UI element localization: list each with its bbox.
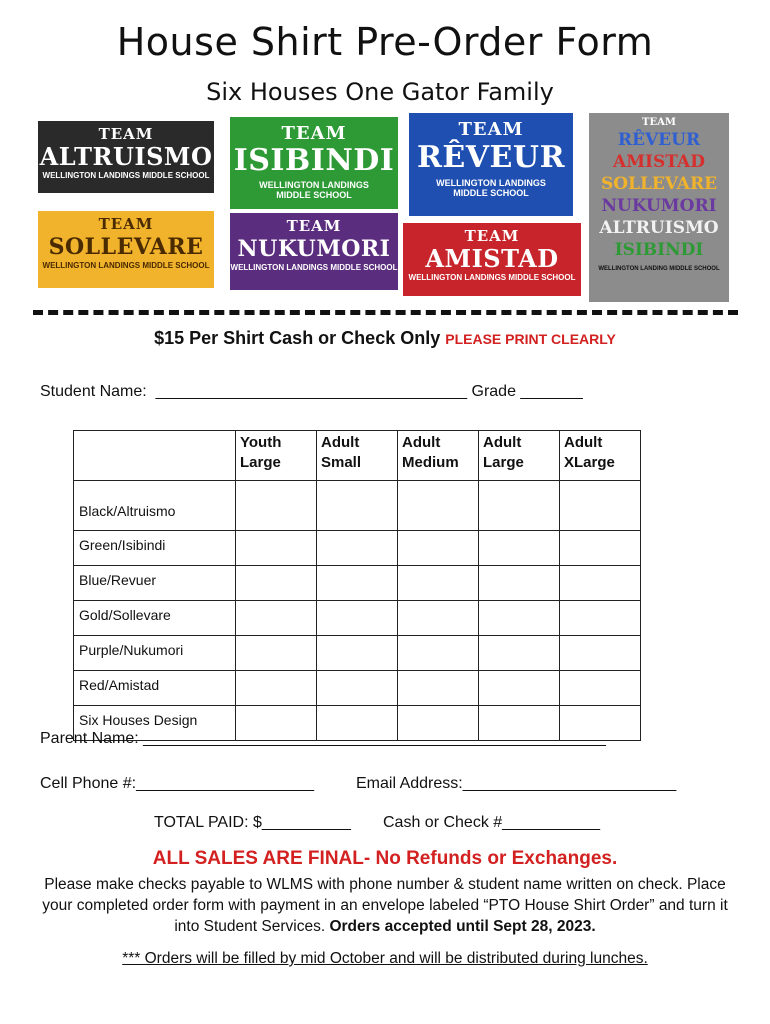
quantity-cell[interactable] [560,601,641,636]
cut-line-divider [33,310,738,315]
logo-house-name: SOLLEVARE [48,234,204,260]
logo-house-name: NUKUMORI [237,236,391,262]
quantity-cell[interactable] [560,566,641,601]
student-name-grade-field[interactable]: Student Name: ___________________________________ Grade _______ [40,383,583,400]
quantity-cell[interactable] [398,601,479,636]
parent-name-field[interactable]: Parent Name: ____________________________________________________ [40,730,606,747]
quantity-cell[interactable] [236,636,317,671]
quantity-cell[interactable] [317,601,398,636]
logo-school: WELLINGTON LANDINGS MIDDLE SCHOOL [230,263,398,272]
row-label: Green/Isibindi [74,531,236,566]
combo-house-amistad: AMISTAD [613,152,705,172]
header-line: Small [321,454,362,471]
combo-house-nukumori: NUKUMORI [601,196,717,216]
combo-house-reveur: RÊVEUR [617,130,701,150]
logo-house-name: RÊVEUR [416,140,566,175]
logo-house-name: ALTRUISMO [39,142,213,171]
cash-or-check-field[interactable]: Cash or Check #___________ [383,814,601,831]
header-line: Large [483,454,524,471]
header-adult-large [479,431,560,481]
quantity-cell[interactable] [317,636,398,671]
logo-school: WELLINGTON LANDINGS MIDDLE SCHOOL [436,178,546,198]
quantity-cell[interactable] [317,671,398,706]
table-row [74,481,641,531]
quantity-cell[interactable] [479,531,560,566]
header-youth-large [236,431,317,481]
final-sale-notice: ALL SALES ARE FINAL- No Refunds or Exchanges. [152,848,618,869]
row-label: Six Houses Design [74,706,236,741]
quantity-cell[interactable] [236,671,317,706]
quantity-cell[interactable] [236,566,317,601]
logo-team-label: TEAM [458,119,524,140]
header-adult-medium [398,431,479,481]
logo-reveur [409,113,573,216]
header-line: Adult [402,434,441,451]
table-row [74,671,641,706]
quantity-cell[interactable] [317,566,398,601]
row-label: Black/Altruismo [74,481,236,531]
header-line: Medium [402,454,459,471]
print-clearly-note: PLEASE PRINT CLEARLY [445,331,616,347]
logo-amistad [403,223,581,296]
page-subtitle: Six Houses One Gator Family [206,78,554,106]
table-row [74,566,641,601]
logo-school: WELLINGTON LANDINGS MIDDLE SCHOOL [259,180,369,200]
table-row [74,636,641,671]
table-row [74,531,641,566]
quantity-cell[interactable] [560,671,641,706]
quantity-cell[interactable] [317,531,398,566]
quantity-cell[interactable] [560,481,641,531]
logo-team-label: TEAM [281,123,347,144]
logo-team-label: TEAM [286,217,342,235]
header-line: XLarge [564,454,615,471]
logo-team-label: TEAM [98,215,154,233]
quantity-cell[interactable] [236,601,317,636]
header-line: Large [240,454,281,471]
quantity-cell[interactable] [398,636,479,671]
logo-house-name: ISIBINDI [233,143,395,178]
order-table [73,430,641,741]
quantity-cell[interactable] [398,566,479,601]
combo-school: WELLINGTON LANDING MIDDLE SCHOOL [598,266,720,272]
logo-school: WELLINGTON LANDINGS MIDDLE SCHOOL [408,273,576,282]
table-corner [74,431,236,481]
instructions-text: Please make checks payable to WLMS with phone number & student name written on check. Place your completed order form with payment in an envelope labeled “PTO House Shirt Order” and turn it into Student Services. [42,876,728,935]
email-address-field[interactable]: Email Address:________________________ [356,775,677,792]
quantity-cell[interactable] [398,481,479,531]
six-houses-logo [589,113,729,302]
header-line: Adult [564,434,603,451]
payment-instructions [40,874,730,937]
quantity-cell[interactable] [479,636,560,671]
quantity-cell[interactable] [479,671,560,706]
quantity-cell[interactable] [236,481,317,531]
logo-isibindi [230,117,398,209]
logo-team-label: TEAM [464,227,520,245]
quantity-cell[interactable] [236,531,317,566]
quantity-cell[interactable] [398,531,479,566]
combo-house-altruismo: ALTRUISMO [599,218,719,238]
cell-phone-field[interactable]: Cell Phone #:____________________ [40,775,315,792]
header-line: Adult [321,434,360,451]
row-label: Purple/Nukumori [74,636,236,671]
quantity-cell[interactable] [317,481,398,531]
header-line: Youth [240,434,282,451]
quantity-cell[interactable] [479,566,560,601]
header-adult-xlarge [560,431,641,481]
logo-sollevare [38,211,214,288]
logo-house-name: AMISTAD [425,244,559,273]
total-paid-field[interactable]: TOTAL PAID: $__________ [154,814,351,831]
header-adult-small [317,431,398,481]
deadline-text: Orders accepted until Sept 28, 2023. [329,918,596,935]
quantity-cell[interactable] [479,481,560,531]
distribution-note: *** Orders will be filled by mid October and will be distributed during lunches. [122,950,648,967]
logo-school: WELLINGTON LANDINGS MIDDLE SCHOOL [42,261,210,270]
header-line: Adult [483,434,522,451]
price-line [0,328,770,349]
quantity-cell[interactable] [560,636,641,671]
row-label: Gold/Sollevare [74,601,236,636]
combo-house-sollevare: SOLLEVARE [600,174,718,194]
logo-nukumori [230,213,398,290]
table-row [74,601,641,636]
quantity-cell[interactable] [398,671,479,706]
row-label: Red/Amistad [74,671,236,706]
logo-team-label: TEAM [98,125,154,143]
logo-altruismo [38,121,214,193]
combo-team-label: TEAM [642,117,676,128]
price-text: $15 Per Shirt Cash or Check Only [154,328,441,348]
row-label: Blue/Revuer [74,566,236,601]
combo-house-isibindi: ISIBINDI [614,240,704,260]
quantity-cell[interactable] [479,601,560,636]
quantity-cell[interactable] [560,531,641,566]
logo-school: WELLINGTON LANDINGS MIDDLE SCHOOL [42,171,210,180]
page-title: House Shirt Pre-Order Form [116,20,654,64]
